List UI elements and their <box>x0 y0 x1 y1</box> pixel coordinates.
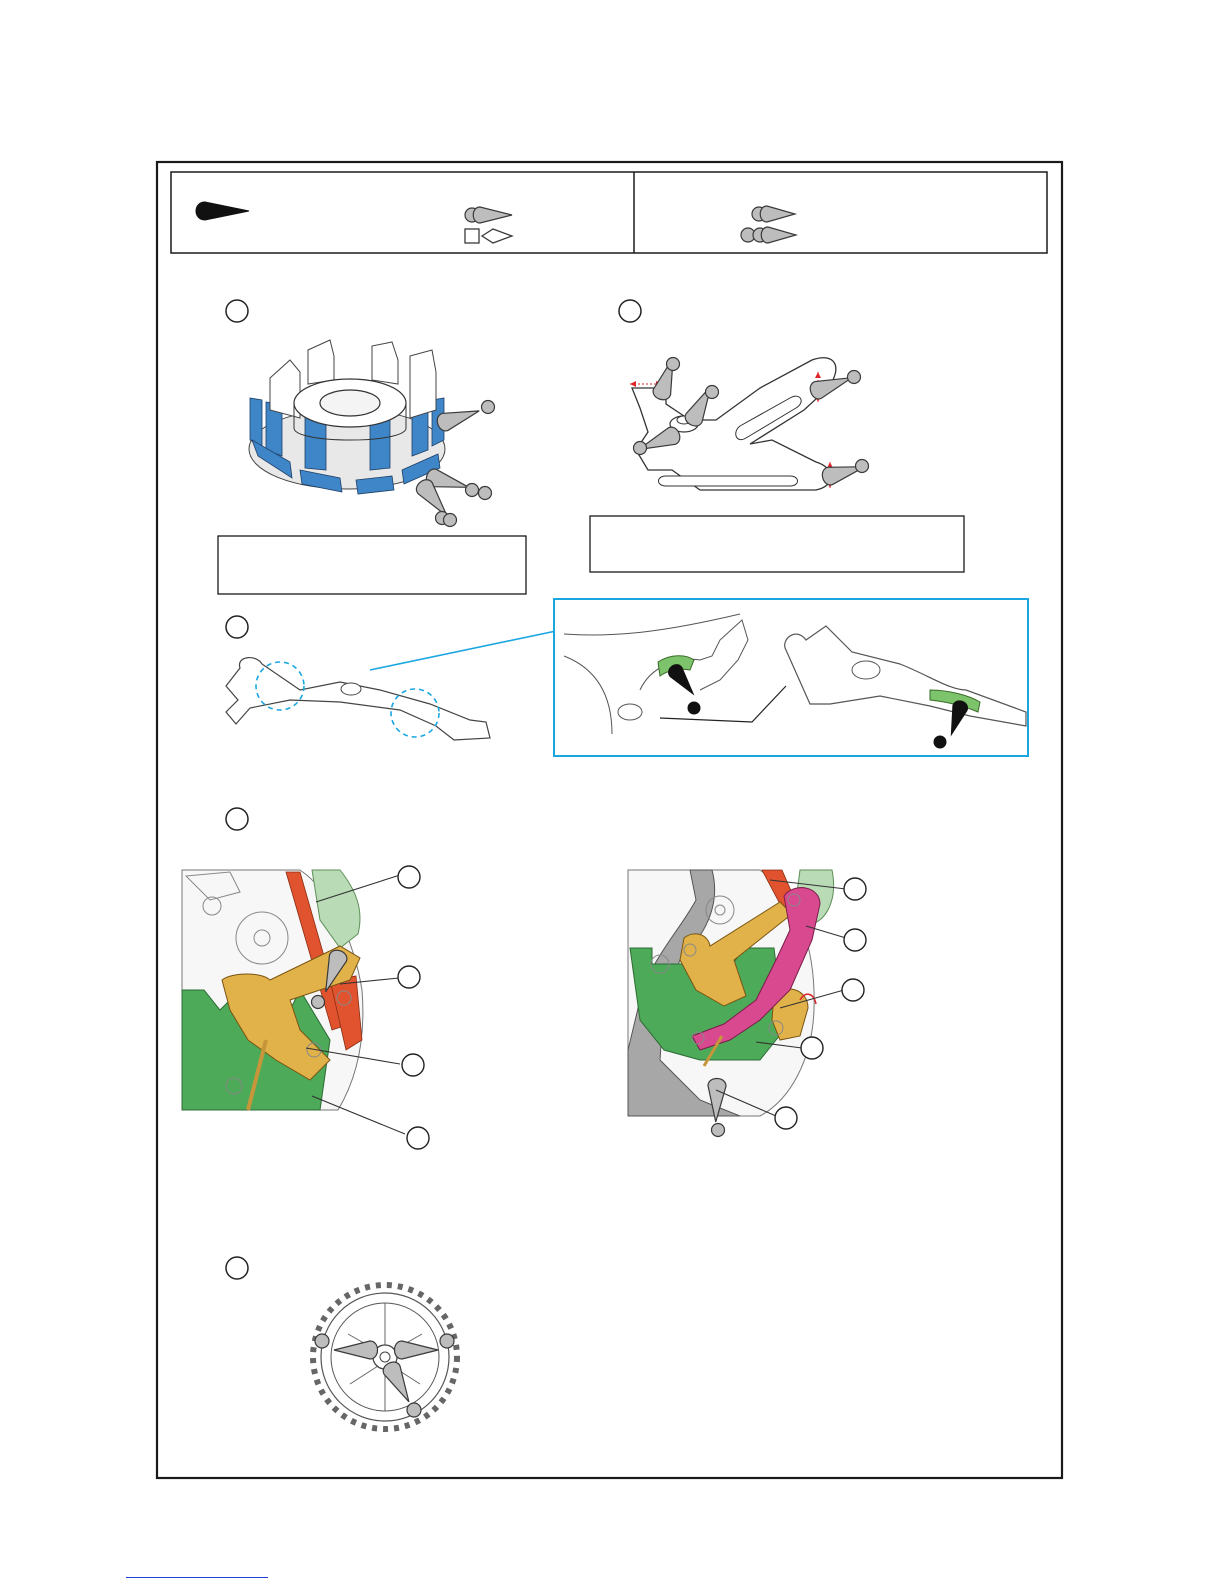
square-applicator-icon <box>465 229 512 243</box>
gear-wheel-illustration <box>313 1285 457 1429</box>
callout-circle-icon <box>398 866 420 888</box>
callout-circle-icon <box>402 1054 424 1076</box>
callout-circle-icon <box>844 878 866 900</box>
note-box <box>590 516 964 572</box>
oil-drop-single-icon <box>752 206 795 222</box>
step-circle-icon <box>226 1257 248 1279</box>
step-circle-icon <box>226 808 248 830</box>
grease-drop-icon <box>196 202 249 220</box>
callout-circle-icon <box>801 1037 823 1059</box>
star-wheel-illustration <box>249 340 495 527</box>
step-circle-icon <box>226 616 248 638</box>
oil-drop-double-icon <box>741 227 796 243</box>
legend-box <box>171 172 1047 253</box>
step-circle-icon <box>226 300 248 322</box>
callout-circle-icon <box>407 1127 429 1149</box>
callout-circle-icon <box>398 966 420 988</box>
step-circle-icon <box>619 300 641 322</box>
callout-circle-icon <box>844 929 866 951</box>
note-box <box>218 536 526 594</box>
spring-part-illustration <box>226 631 556 740</box>
oil-drop-single-icon <box>465 207 512 223</box>
callout-circle-icon <box>775 1107 797 1129</box>
callout-circle-icon <box>842 979 864 1001</box>
mechanism-view-left <box>182 870 372 1110</box>
page-frame <box>157 162 1062 1478</box>
footer-rule <box>126 1577 268 1578</box>
bridge-lever-illustration <box>630 355 869 490</box>
detail-callout <box>554 599 1028 756</box>
